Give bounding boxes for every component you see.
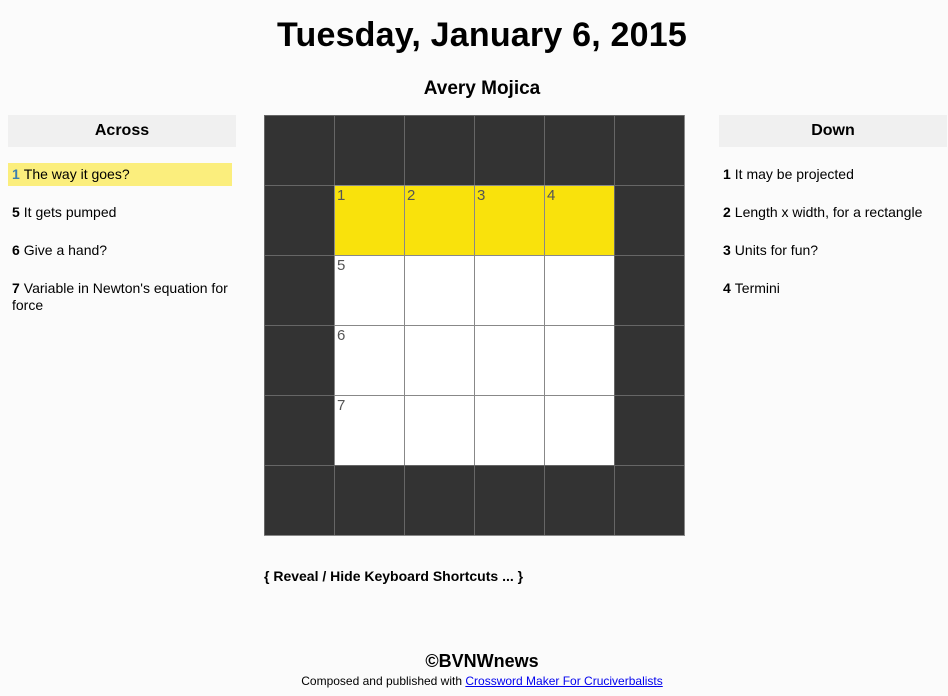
- clue-text: Give a hand?: [23, 242, 108, 258]
- grid-block-cell: [264, 465, 334, 535]
- cell-number: 6: [337, 327, 346, 344]
- crossword-grid[interactable]: [264, 115, 685, 536]
- grid-block-cell: [264, 325, 334, 395]
- grid-cell-r1-c2[interactable]: [404, 185, 474, 255]
- grid-block-cell: [614, 325, 684, 395]
- cell-number: 7: [337, 397, 346, 414]
- grid-cell-r4-c2[interactable]: [404, 395, 474, 465]
- keyboard-shortcuts-toggle[interactable]: { Reveal / Hide Keyboard Shortcuts ... }: [264, 568, 524, 584]
- crossword-maker-link[interactable]: Crossword Maker For Cruciverbalists: [465, 674, 663, 688]
- across-clue-6[interactable]: [8, 239, 236, 262]
- down-clue-1[interactable]: [719, 163, 947, 186]
- grid-block-cell: [474, 115, 544, 185]
- across-clue-7[interactable]: [8, 277, 236, 317]
- down-clue-2[interactable]: [719, 201, 947, 224]
- cell-number: 1: [337, 187, 346, 204]
- grid-cell-r2-c3[interactable]: [474, 255, 544, 325]
- down-header: Down: [719, 115, 947, 147]
- grid-cell-r2-c2[interactable]: [404, 255, 474, 325]
- grid-cell-r3-c1[interactable]: [334, 325, 404, 395]
- down-clue-3[interactable]: [719, 239, 947, 262]
- puzzle-date-title: Tuesday, January 6, 2015: [277, 16, 687, 54]
- clue-number: 4: [723, 280, 731, 296]
- cell-number: 5: [337, 257, 346, 274]
- grid-block-cell: [264, 255, 334, 325]
- grid-cell-r3-c3[interactable]: [474, 325, 544, 395]
- clue-text: Length x width, for a rectangle: [734, 204, 923, 220]
- puzzle-author: Avery Mojica: [423, 78, 541, 99]
- grid-cell-r3-c2[interactable]: [404, 325, 474, 395]
- grid-cell-r1-c1[interactable]: [334, 185, 404, 255]
- grid-block-cell: [264, 115, 334, 185]
- grid-cell-r3-c4[interactable]: [544, 325, 614, 395]
- down-clue-list: [719, 163, 947, 300]
- grid-cell-r4-c1[interactable]: [334, 395, 404, 465]
- across-header: Across: [8, 115, 236, 147]
- grid-block-cell: [614, 115, 684, 185]
- footer-brand: ©BVNWnews: [425, 651, 539, 671]
- clue-text: It gets pumped: [23, 204, 117, 220]
- grid-cell-r2-c1[interactable]: [334, 255, 404, 325]
- clue-text: Termini: [734, 280, 780, 296]
- clue-text: It may be projected: [734, 166, 854, 182]
- grid-block-cell: [334, 115, 404, 185]
- across-clue-5[interactable]: [8, 201, 236, 224]
- grid-block-cell: [544, 115, 614, 185]
- grid-block-cell: [264, 185, 334, 255]
- across-panel: [8, 115, 236, 332]
- across-clue-1[interactable]: [8, 163, 232, 186]
- cell-number: 3: [477, 187, 486, 204]
- grid-cell-r1-c4[interactable]: [544, 185, 614, 255]
- clue-number: 1: [723, 166, 731, 182]
- cell-number: 4: [547, 187, 556, 204]
- grid-cell-r2-c4[interactable]: [544, 255, 614, 325]
- clue-number: 7: [12, 280, 20, 296]
- cell-number: 2: [407, 187, 416, 204]
- clue-text: Units for fun?: [734, 242, 819, 258]
- clue-text: Variable in Newton's equation for force: [12, 280, 228, 313]
- down-panel: [719, 115, 947, 315]
- clue-number: 2: [723, 204, 731, 220]
- clue-text: The way it goes?: [23, 166, 130, 182]
- clue-number: 5: [12, 204, 20, 220]
- grid-block-cell: [544, 465, 614, 535]
- grid-block-cell: [404, 465, 474, 535]
- grid-block-cell: [334, 465, 404, 535]
- grid-block-cell: [404, 115, 474, 185]
- footer-credit: [0, 674, 948, 688]
- grid-block-cell: [264, 395, 334, 465]
- grid-block-cell: [614, 185, 684, 255]
- grid-block-cell: [614, 465, 684, 535]
- grid-cell-r4-c3[interactable]: [474, 395, 544, 465]
- down-clue-4[interactable]: [719, 277, 947, 300]
- footer-credit-prefix: Composed and published with: [301, 674, 466, 688]
- grid-cell-r1-c3[interactable]: [474, 185, 544, 255]
- grid-cell-r4-c4[interactable]: [544, 395, 614, 465]
- clue-number: 3: [723, 242, 731, 258]
- grid-block-cell: [474, 465, 544, 535]
- clue-number: 1: [12, 166, 20, 182]
- across-clue-list: [8, 163, 236, 317]
- clue-number: 6: [12, 242, 20, 258]
- grid-block-cell: [614, 255, 684, 325]
- grid-block-cell: [614, 395, 684, 465]
